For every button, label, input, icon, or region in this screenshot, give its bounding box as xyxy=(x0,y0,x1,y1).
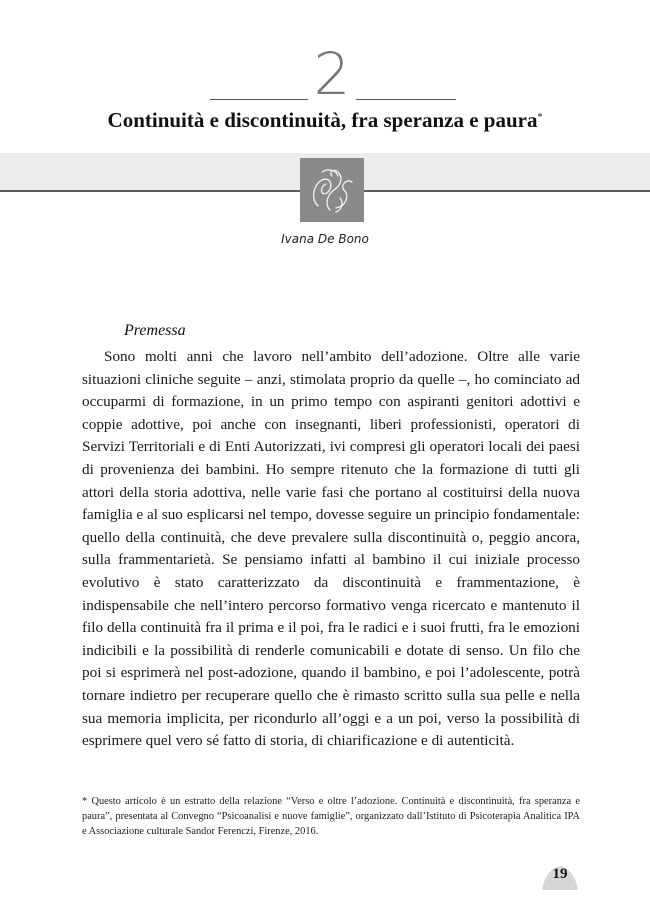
page-number: 19 xyxy=(552,866,568,882)
chapter-number-row xyxy=(0,42,650,112)
body-paragraph: Sono molti anni che lavoro nell’ambito dell’adozione. Oltre alle varie situazioni cliniche seguite – anzi, stimolata proprio da quelle –, ho cominciato ad occuparmi di formazione, in un primo tempo con aspiranti genitori adottivi e coppie adottive, poi anche con insegnanti, liberi professionisti, operatori di Servizi Territoriali e di Enti Autorizzati, ivi compresi gli operatori locali dei paesi di provenienza dei bambini. Ho sempre ritenuto che la formazione di tutti gli attori della storia adottiva, nelle varie fasi che portano al costituirsi della nuova famiglia e al suo esplicarsi nel tempo, dovesse seguire un principio fondamentale: quello della continuità, che deve prevalere sulla discontinuità o, peggio ancora, sulla frammentarietà. Se pensiamo infatti al bambino il cui iniziale processo evolutivo è stato caratterizzato da discontinuità e frammentazione, è indispensabile che nell’intero percorso formativo venga ricercato e mantenuto il filo della continuità fra il prima e il poi, fra le radici e i suoi frutti, fra le emozioni indicibili e la possibilità di renderle comunicabili e dotate di senso. Un filo che poi si esprimerà nel post-adozione, quando il bambino, e poi l’adolescente, potrà tornare indietro per recuperare quello che è rimasto scritto sulla sua pelle e nella sua memoria implicita, per ricondurlo all’oggi e a un poi, verso la possibilità di esprimere quel vero sé fatto di storia, di chiarificazione e di autenticità. xyxy=(82,348,580,750)
chapter-number: 2 xyxy=(313,40,351,108)
chapter-rule-right xyxy=(356,99,456,100)
footnote-marker: * xyxy=(537,112,543,123)
chapter-title-text: Continuità e discontinuità, fra speranza e paura xyxy=(107,108,538,132)
footnote: * Questo articolo è un estratto della relazione “Verso e oltre l’adozione. Continuità e discontinuità, fra speranza e paura”, presentata al Convegno “Psicoanalisi e nuove famiglie”, organizzato dall’Istituto di Psicoterapia Analitica IPA e Associazione culturale Sandor Ferenczi, Firenze, 2016. xyxy=(82,796,580,837)
chapter-rule-left xyxy=(210,99,308,100)
section-heading: Premessa xyxy=(124,322,186,339)
chapter-title xyxy=(0,106,650,134)
author-name: Ivana De Bono xyxy=(281,232,369,246)
intertwined-lines-emblem-icon xyxy=(300,158,364,222)
